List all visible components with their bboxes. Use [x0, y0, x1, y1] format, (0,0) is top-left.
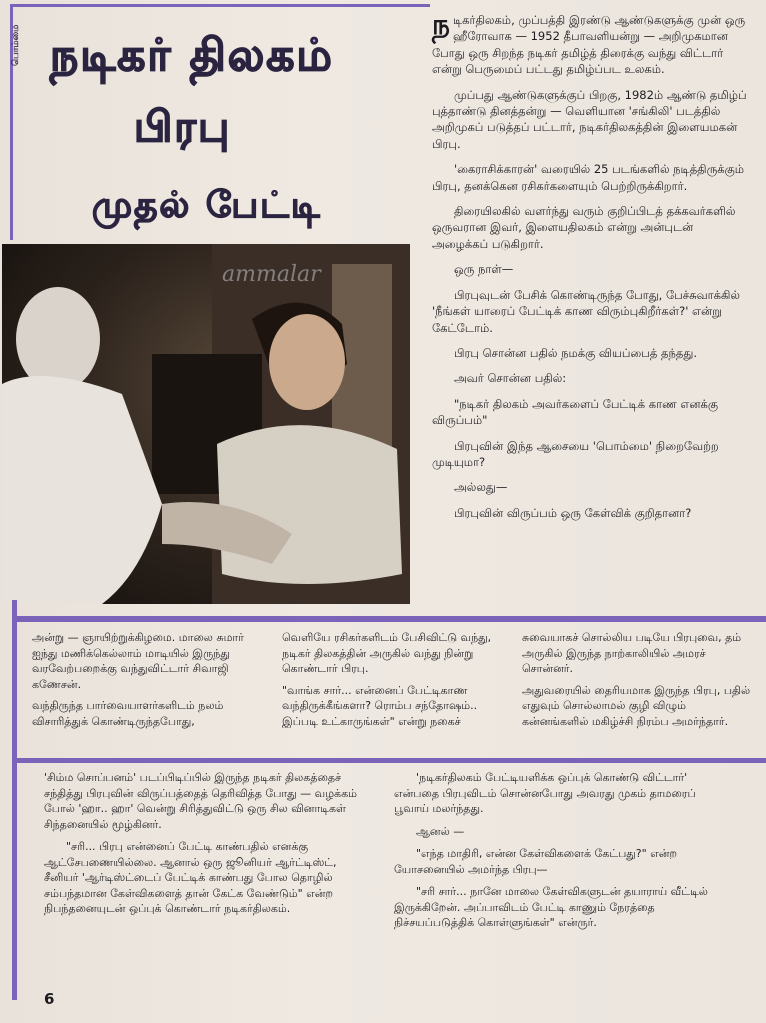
- paragraph: "நடிகர் திலகம் அவர்களைப் பேட்டிக் காண எனக்கு விருப்பம்": [432, 396, 719, 428]
- paragraph: அல்லது—: [454, 480, 508, 495]
- paragraph: பிரபுவுடன் பேசிக் கொண்டிருந்த போது, பேச்சுவாக்கில் 'நீங்கள் யாரைப் பேட்டிக் காண விரும்புகிறீர்கள்?' என்று கேட்டோம்.: [432, 287, 740, 335]
- paragraph: "சரி சார்... நானே மாலை கேள்விகளுடன் தயாராய் வீட்டில் இருக்கிறேன். அப்பாவிடம் பேட்டி காணும் நேரத்தை நிச்சயப்படுத்திக் கொள்ளுங்கள்" என்ருர்.: [394, 885, 708, 929]
- photo-illustration: [2, 244, 410, 604]
- section-2-col-2: [394, 770, 734, 938]
- paragraph: 'கைராசிக்காரன்' வரையில் 25 படங்களில் நடித்திருக்கும் பிரபு, தனக்கென ரசிகர்களையும் பெற்றிருக்கிறார்.: [432, 162, 745, 193]
- article-photo: [2, 244, 410, 604]
- paragraph: அன்று — ஞாயிற்றுக்கிழமை. மாலை சுமார் ஐந்து மணிக்கெல்லாம் மாடியில் இருந்து வரவேற்பறைக்கு வந்துவிட்டார் சிவாஜி கணேசன்.: [32, 631, 244, 691]
- paragraph: சுவையாகச் சொல்லிய படியே பிரபுவை, தம் அருகில் இருந்த நாற்காலியில் அமரச் சொன்னர்.: [522, 631, 742, 675]
- paragraph: அவர் சொன்ன பதில்:: [454, 371, 567, 386]
- paragraph: "வாங்க சார்... என்னைப் பேட்டிகாண வந்திருக்கீங்களா? ரொம்ப சந்தோஷம்.. இப்படி உட்காருங்கள்" என்று நகைச்: [282, 683, 478, 728]
- paragraph: "எந்த மாதிரி, என்ன கேள்விகளைக் கேட்பது?" என்ற யோசனையில் அமர்ந்த பிரபு—: [394, 847, 677, 876]
- paragraph: பிரபுவின் இந்த ஆசையை 'பொம்மை' நிறைவேற்ற முடியுமா?: [432, 438, 719, 469]
- paragraph: அதுவரையில் தைரியமாக இருந்த பிரபு, பதில் எதுவும் சொல்லாமல் குழி விழும் கன்னங்களில் மகிழ்ச்சி நிரம்ப அமர்ந்தார்.: [522, 683, 751, 728]
- paragraph: ஒரு நாள்—: [454, 262, 514, 277]
- title-line-1: நடிகர் திலகம்: [50, 30, 334, 81]
- section-2-col-1: [44, 770, 362, 924]
- section-rule-vertical: [12, 600, 17, 1000]
- section-rule-1: [12, 616, 766, 622]
- paragraph: 'நடிகர்திலகம் பேட்டியளிக்க ஒப்புக் கொண்டு விட்டார்' என்பதை பிரபுவிடம் சொன்னபோது அவரது முகம் தாமரைப் பூவாய் மலர்ந்தது.: [394, 771, 696, 815]
- masthead: பொம்மை: [11, 24, 21, 66]
- title-line-3: முதல் பேட்டி: [92, 184, 322, 226]
- paragraph: 'சிம்ம சொப்பனம்' படப்பிடிப்பில் இருந்த நடிகர் திலகத்தைச் சந்தித்து பிரபுவின் விருப்பத்தைத் தெரிவித்த போது — வழக்கம் போல் 'ஹா.. ஹா' வென்று சிரித்துவிட்டு ஒரு சில வினாடிகள் சிந்தனையில் மூழ்கினர்.: [44, 771, 357, 831]
- paragraph: முப்பது ஆண்டுகளுக்குப் பிறகு, 1982ம் ஆண்டு தமிழ்ப் புத்தாண்டு தினத்தன்று — வெளியான 'சங்கிலி' படத்தில் அறிமுகப் படுத்தப் பட்டார், நடிகர்திலகத்தின் இளையமகன் பிரபு.: [432, 87, 747, 151]
- title-line-2: பிரபு: [134, 102, 232, 151]
- section-rule-2: [12, 758, 766, 763]
- paragraph-text: டிகர்திலகம், முப்பத்தி இரண்டு ஆண்டுகளுக்கு முன் ஒரு ஹீரோவாக — 1952 தீபாவளியன்று — அறிமுகமான போது ஒரு சிறந்த நடிகர் தமிழ்த் திரைக்கு வந்து விட்டார் என்று பெருமைப் பட்டது தமிழ்ப்பட உலகம்.: [432, 13, 746, 77]
- section-1-col-1: [32, 630, 270, 735]
- paragraph: பிரபுவின் விருப்பம் ஒரு கேள்விக் குறிதானா?: [454, 505, 692, 520]
- drop-cap: ந: [432, 8, 450, 41]
- paragraph: வந்திருந்த பார்வையாளர்களிடம் நலம் விசாரித்துக் கொண்டிருந்தபோது,: [32, 699, 224, 728]
- paragraph: [432, 8, 752, 78]
- section-1-col-3: [522, 630, 752, 735]
- paragraph: ஆனல் —: [416, 824, 465, 838]
- paragraph: வெளியே ரசிகர்களிடம் பேசிவிட்டு வந்து, நடிகர் திலகத்தின் அருகில் வந்து நின்று கொண்டார் பிரபு.: [282, 631, 492, 675]
- top-rule: [10, 4, 430, 7]
- watermark-text: ammalar: [222, 262, 321, 287]
- page-number: 6: [44, 990, 55, 1008]
- paragraph: திரையிலகில் வளர்ந்து வரும் குறிப்பிடத் தக்கவர்களில் ஒருவரான இவர், இளையதிலகம் என்று அன்புடன் அழைக்கப் படுகிறார்.: [432, 204, 736, 251]
- article-title: [40, 12, 420, 242]
- paragraph: "சரி... பிரபு என்னைப் பேட்டி காண்பதில் எனக்கு ஆட்சேபணையில்லை. ஆனால் ஒரு ஜூனியர் ஆர்ட்டிஸ்ட், சீனியர் 'ஆர்டிஸ்ட்டைப் பேட்டிக் காண்பது போல தொழில் சம்பந்தமான கேள்விகளைத் தான் கேட்க வேண்டும்" என்ற நிபந்தனையுடன் ஒப்புக் கொண்டார் நடிகர்திலகம்.: [44, 840, 337, 915]
- paragraph: பிரபு சொன்ன பதில் நமக்கு வியப்பைத் தந்தது.: [454, 345, 697, 360]
- section-1-col-2: [282, 630, 510, 735]
- right-column-text: [432, 8, 752, 530]
